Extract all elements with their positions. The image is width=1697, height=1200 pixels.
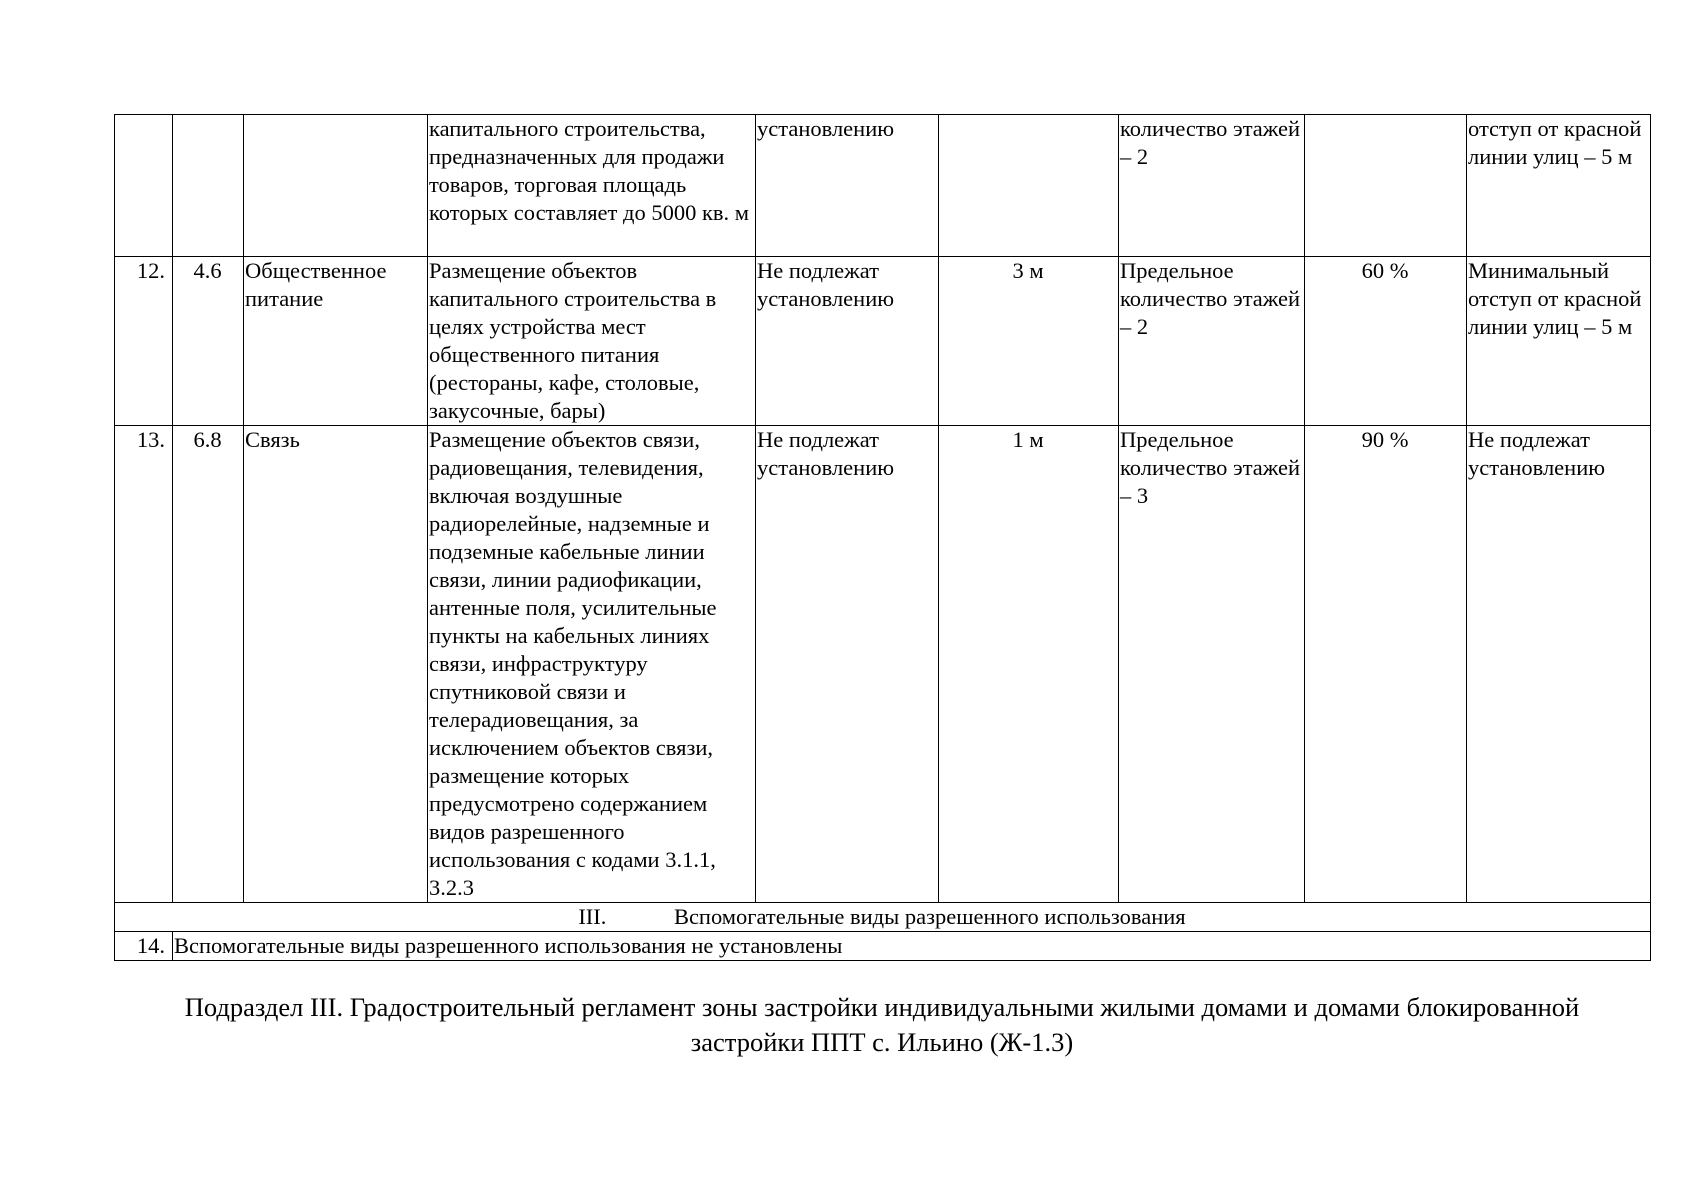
regulation-table <box>114 114 1651 961</box>
plot-size-limit: Не подлежат установлению <box>756 426 939 903</box>
max-floors: Предельное количество этажей – 2 <box>1119 257 1305 426</box>
section-header-row <box>115 903 1651 932</box>
row-number: 12. <box>115 257 173 426</box>
section-number: III. <box>578 904 607 929</box>
use-code: 4.6 <box>173 257 244 426</box>
table-row <box>115 257 1651 426</box>
table-row <box>115 115 1651 257</box>
other-parameters: Не подлежат установлению <box>1467 426 1651 903</box>
use-name <box>244 115 428 257</box>
max-floors: количество этажей – 2 <box>1119 115 1305 257</box>
max-coverage: 60 % <box>1305 257 1467 426</box>
row-number: 14. <box>115 932 173 961</box>
row-number <box>115 115 173 257</box>
min-setback <box>939 115 1119 257</box>
plot-size-limit: установлению <box>756 115 939 257</box>
plot-size-limit: Не подлежат установлению <box>756 257 939 426</box>
table-row <box>115 426 1651 903</box>
use-name: Общественное питание <box>244 257 428 426</box>
heading-line-1: Подраздел III. Градостроительный регламент зоны застройки индивидуальными жилыми домами и домами блокированной <box>184 992 1580 1022</box>
max-floors: Предельное количество этажей – 3 <box>1119 426 1305 903</box>
max-coverage <box>1305 115 1467 257</box>
use-name: Связь <box>244 426 428 903</box>
min-setback: 3 м <box>939 257 1119 426</box>
max-coverage: 90 % <box>1305 426 1467 903</box>
use-description: капитального строительства, предназначенных для продажи товаров, торговая площадь которых составляет до 5000 кв. м <box>428 115 756 257</box>
row-number: 13. <box>115 426 173 903</box>
section-header <box>115 903 1651 932</box>
min-setback: 1 м <box>939 426 1119 903</box>
table-row <box>115 932 1651 961</box>
other-parameters: Минимальный отступ от красной линии улиц – 5 м <box>1467 257 1651 426</box>
subsection-heading <box>114 990 1650 1060</box>
use-description: Размещение объектов капитального строительства в целях устройства мест общественного питания (рестораны, кафе, столовые, закусочные, бары) <box>428 257 756 426</box>
use-code <box>173 115 244 257</box>
section-title: Вспомогательные виды разрешенного использования <box>673 904 1186 929</box>
row-text: Вспомогательные виды разрешенного использования не установлены <box>173 932 1651 961</box>
use-description: Размещение объектов связи, радиовещания, телевидения, включая воздушные радиорелейные, надземные и подземные кабельные линии связи, линии радиофикации, антенные поля, усилительные пункты на кабельных линиях связи, инфраструктуру спутниковой связи и телерадиовещания, за исключением объектов связи, размещение которых предусмотрено содержанием видов разрешенного использования с кодами 3.1.1, 3.2.3 <box>428 426 756 903</box>
other-parameters: отступ от красной линии улиц – 5 м <box>1467 115 1651 257</box>
heading-line-2: застройки ППТ с. Ильино (Ж-1.3) <box>690 1027 1074 1057</box>
use-code: 6.8 <box>173 426 244 903</box>
